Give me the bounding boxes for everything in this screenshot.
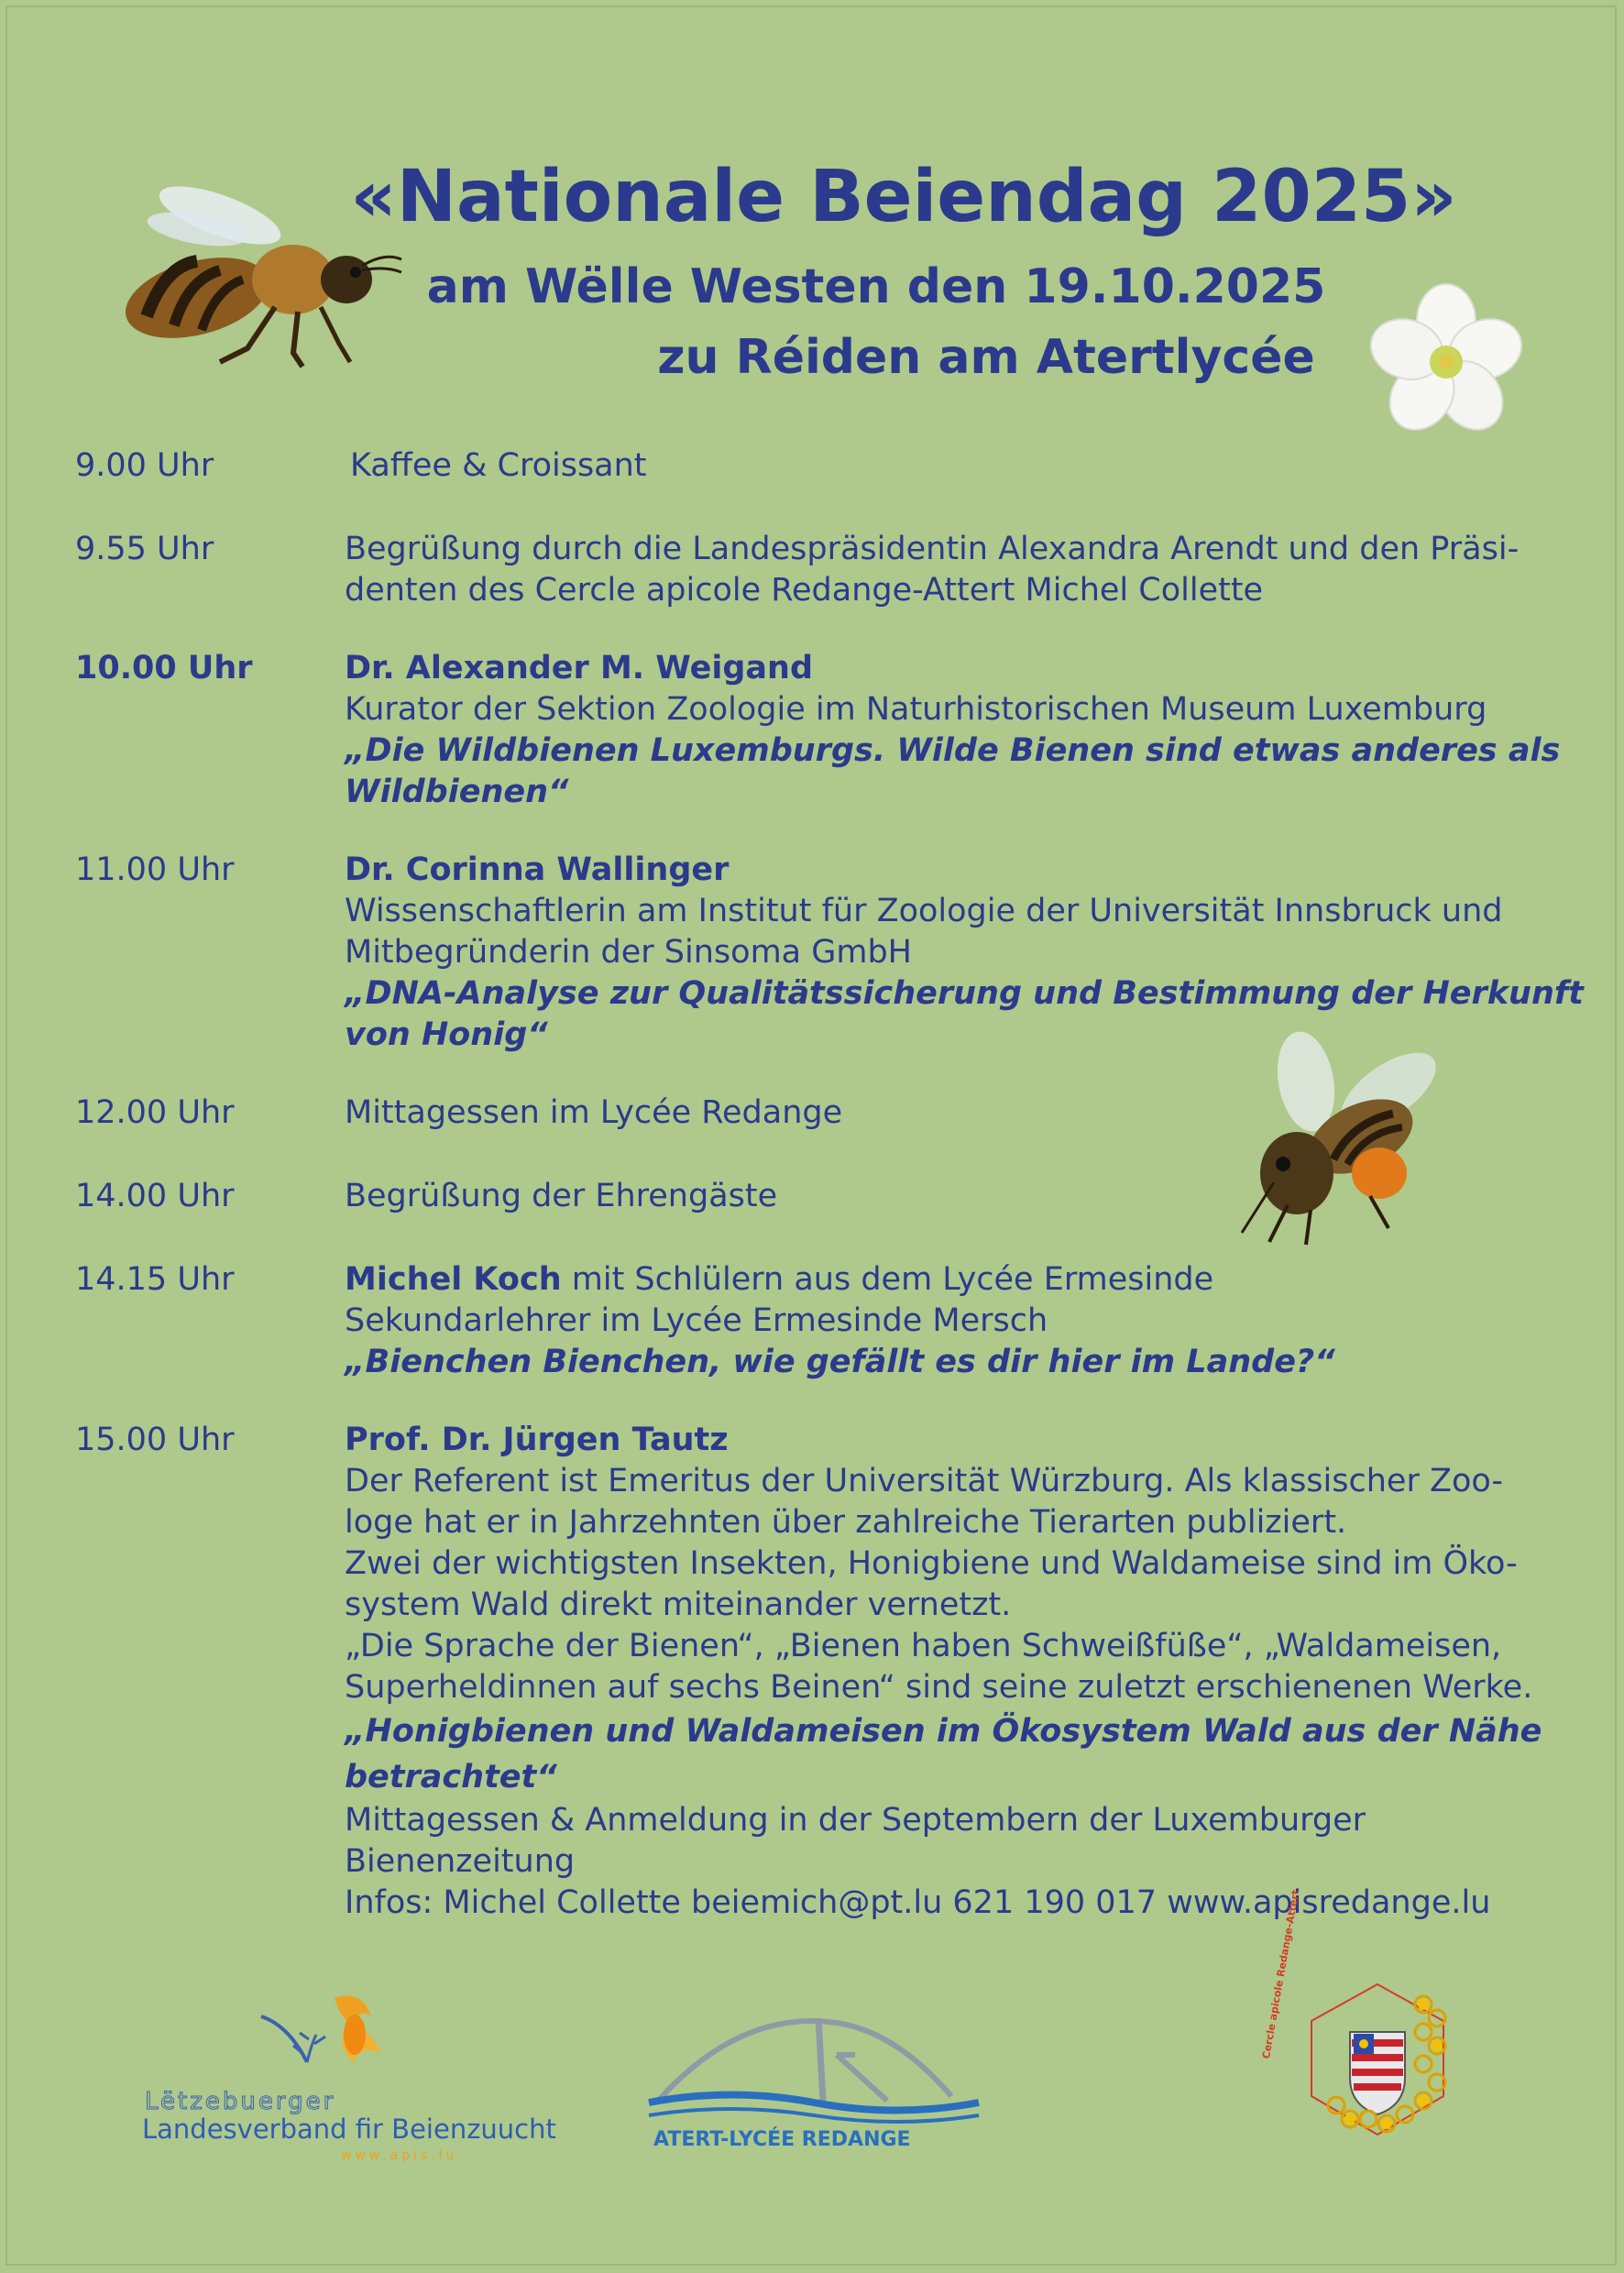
program-time: 14.00 Uhr bbox=[75, 1178, 235, 1214]
program-time: 9.55 Uhr bbox=[75, 531, 214, 567]
talk-title: „DNA-Analyse zur Qualitätssicherung und Bestimmung der Herkunft bbox=[345, 975, 1584, 1012]
speaker-role: Wissenschaftlerin am Institut für Zoologie der Universität Innsbruck und bbox=[345, 893, 1503, 929]
program-time: 15.00 Uhr bbox=[75, 1422, 235, 1458]
event-date: am Wëlle Westen den 19.10.2025 bbox=[426, 259, 1326, 314]
atert-lycee-logo-text: ATERT-LYCÉE REDANGE bbox=[653, 2128, 911, 2151]
contact-info: Infos: Michel Collette beiemich@pt.lu 621 190 017 www.apisredange.lu bbox=[345, 1884, 1491, 1921]
program-item bbox=[75, 648, 1560, 813]
talk-title: „Honigbienen und Waldameisen im Ökosystem Wald aus der Nähe bbox=[345, 1713, 1542, 1750]
lunch-registration-note: Bienenzeitung bbox=[345, 1843, 576, 1880]
speaker-name: Dr. Alexander M. Weigand bbox=[345, 650, 814, 686]
speaker-role: Sekundarlehrer im Lycée Ermesinde Mersch bbox=[345, 1302, 1048, 1339]
bee-illustration-top bbox=[110, 179, 403, 371]
speaker-role: Mitbegründerin der Sinsoma GmbH bbox=[345, 934, 912, 971]
atert-lycee-logo-icon bbox=[649, 2000, 979, 2126]
landesverband-logo-web: www.apis.lu bbox=[341, 2148, 458, 2163]
landesverband-logo-line2: Landesverband fir Beienzuucht bbox=[142, 2114, 556, 2145]
program-description: Mittagessen im Lycée Redange bbox=[345, 1094, 843, 1131]
program-item bbox=[75, 529, 1560, 611]
flower-illustration bbox=[1364, 280, 1529, 445]
program-item bbox=[75, 850, 1584, 1056]
program-time: 10.00 Uhr bbox=[75, 650, 253, 686]
cercle-apicole-logo-text: Cercle apicole Redange-Attert bbox=[1260, 1888, 1302, 2060]
event-title: «Nationale Beiendag 2025» bbox=[350, 156, 1457, 238]
speaker-bio: Zwei der wichtigsten Insekten, Honigbiene und Waldameise sind im Öko- bbox=[345, 1545, 1518, 1582]
speaker-role: Kurator der Sektion Zoologie im Naturhistorischen Museum Luxemburg bbox=[345, 691, 1487, 728]
speaker-name: Dr. Corinna Wallinger bbox=[345, 851, 730, 888]
talk-title: von Honig“ bbox=[345, 1016, 548, 1053]
program-description: Begrüßung durch die Landespräsidentin Alexandra Arendt und den Präsi- bbox=[345, 531, 1520, 567]
bee-illustration-middle bbox=[1233, 1036, 1453, 1246]
program-description: Begrüßung der Ehrengäste bbox=[345, 1178, 778, 1214]
talk-title: „Bienchen Bienchen, wie gefällt es dir hier im Lande?“ bbox=[345, 1344, 1335, 1380]
speaker-bio: „Die Sprache der Bienen“, „Bienen haben Schweißfüße“, „Waldameisen, bbox=[345, 1628, 1502, 1664]
landesverband-logo-line1: Lëtzebuerger bbox=[145, 2088, 336, 2115]
speaker-name: Prof. Dr. Jürgen Tautz bbox=[345, 1422, 729, 1458]
speaker-bio: loge hat er in Jahrzehnten über zahlreiche Tierarten publiziert. bbox=[345, 1504, 1347, 1541]
speaker-bio: system Wald direkt miteinander vernetzt. bbox=[345, 1587, 1012, 1623]
program-description: denten des Cercle apicole Redange-Attert Michel Collette bbox=[345, 572, 1264, 609]
cercle-apicole-logo-icon bbox=[1286, 1977, 1487, 2169]
speaker-bio: Der Referent ist Emeritus der Universität Würzburg. Als klassischer Zoo- bbox=[345, 1463, 1504, 1499]
program-time: 11.00 Uhr bbox=[75, 851, 235, 888]
speaker-note: mit Schlülern aus dem Lycée Ermesinde bbox=[561, 1261, 1214, 1298]
program-item bbox=[75, 1420, 1560, 1924]
talk-title: betrachtet“ bbox=[345, 1759, 557, 1795]
program-description: Kaffee & Croissant bbox=[350, 447, 647, 484]
speaker-bio: Superheldinnen auf sechs Beinen“ sind seine zuletzt erschienenen Werke. bbox=[345, 1669, 1533, 1706]
talk-title: „Die Wildbienen Luxemburgs. Wilde Bienen sind etwas anderes als bbox=[345, 732, 1561, 769]
program-item bbox=[75, 1259, 1560, 1383]
landesverband-logo-icon bbox=[252, 1989, 403, 2081]
speaker-name: Michel Koch bbox=[345, 1261, 562, 1298]
event-location: zu Réiden am Atertlycée bbox=[657, 330, 1315, 385]
program-time: 12.00 Uhr bbox=[75, 1094, 235, 1131]
program-time: 9.00 Uhr bbox=[75, 447, 214, 484]
talk-title: Wildbienen“ bbox=[345, 774, 569, 810]
program-item bbox=[75, 445, 1560, 487]
lunch-registration-note: Mittagessen & Anmeldung in der Septembern der Luxemburger bbox=[345, 1802, 1366, 1839]
program-time: 14.15 Uhr bbox=[75, 1261, 235, 1298]
